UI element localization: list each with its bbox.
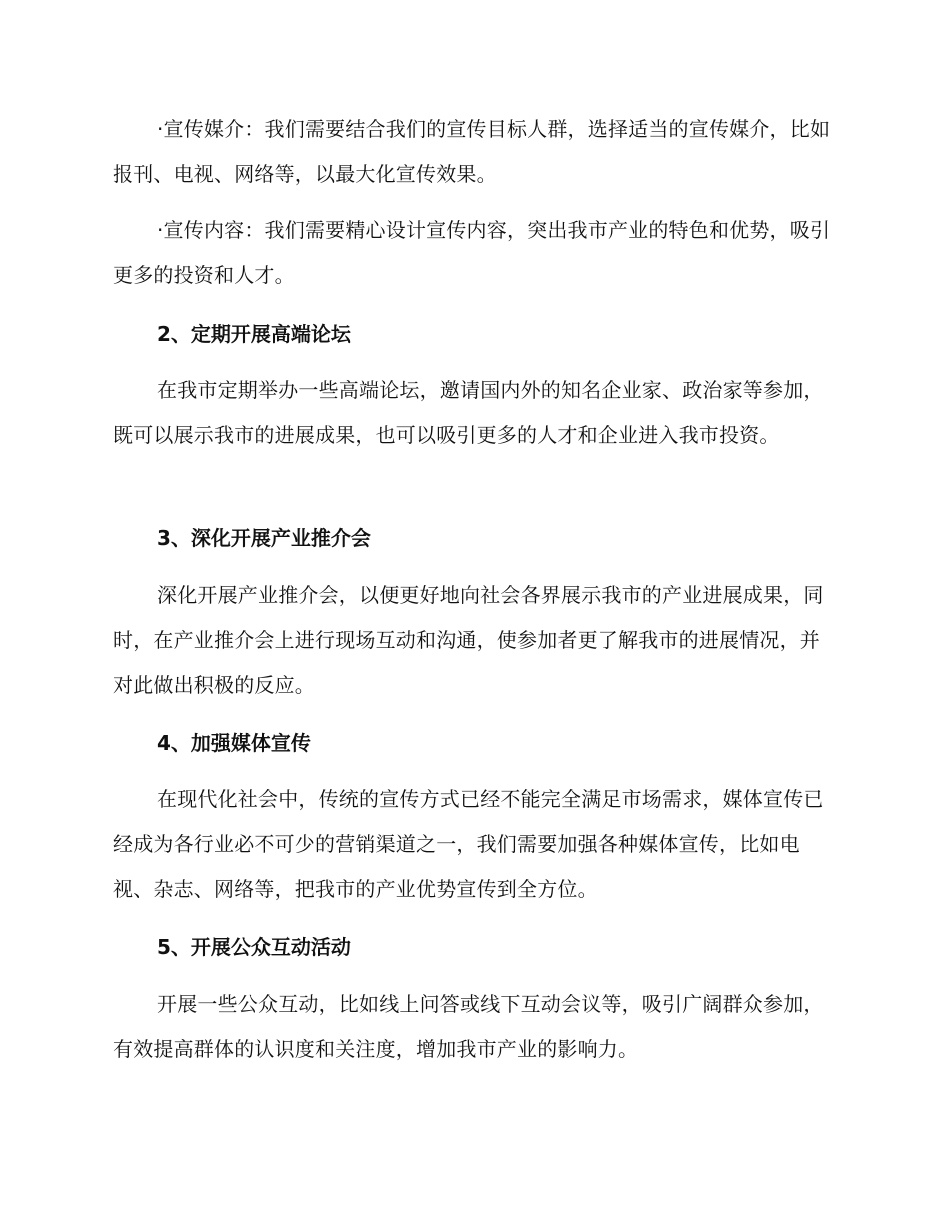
section-heading-media: 4、加强媒体宣传: [157, 731, 311, 755]
section-heading-promotion: 3、深化开展产业推介会: [157, 526, 371, 550]
paragraph-media: [113, 777, 837, 912]
section-heading-forum: 2、定期开展高端论坛: [157, 322, 351, 346]
paragraph-promotion: [113, 573, 837, 708]
paragraph-text: ·宣传内容：我们需要精心设计宣传内容，突出我市产业的特色和优势，吸引更多的投资和人才。: [113, 218, 831, 287]
paragraph-text: ·宣传媒介：我们需要结合我们的宣传目标人群，选择适当的宣传媒介，比如报刊、电视、网络等，以最大化宣传效果。: [113, 117, 831, 186]
paragraph-content: [113, 208, 837, 298]
paragraph-forum: [113, 368, 837, 458]
paragraph-text: 开展一些公众互动，比如线上问答或线下互动会议等，吸引广阔群众参加，有效提高群体的认识度和关注度，增加我市产业的影响力。: [113, 992, 824, 1061]
paragraph-text: 深化开展产业推介会，以便更好地向社会各界展示我市的产业进展成果，同时，在产业推介会上进行现场互动和沟通，使参加者更了解我市的进展情况，并对此做出积极的反应。: [113, 583, 824, 697]
paragraph-media-channel: [113, 107, 837, 197]
paragraph-text: 在现代化社会中，传统的宣传方式已经不能完全满足市场需求，媒体宣传已经成为各行业必不可少的营销渠道之一，我们需要加强各种媒体宣传，比如电视、杂志、网络等，把我市的产业优势宣传到全方位。: [113, 787, 824, 901]
section-heading-public: 5、开展公众互动活动: [157, 935, 351, 959]
paragraph-text: 在我市定期举办一些高端论坛，邀请国内外的知名企业家、政治家等参加，既可以展示我市的进展成果，也可以吸引更多的人才和企业进入我市投资。: [113, 378, 824, 447]
paragraph-public: [113, 982, 837, 1072]
